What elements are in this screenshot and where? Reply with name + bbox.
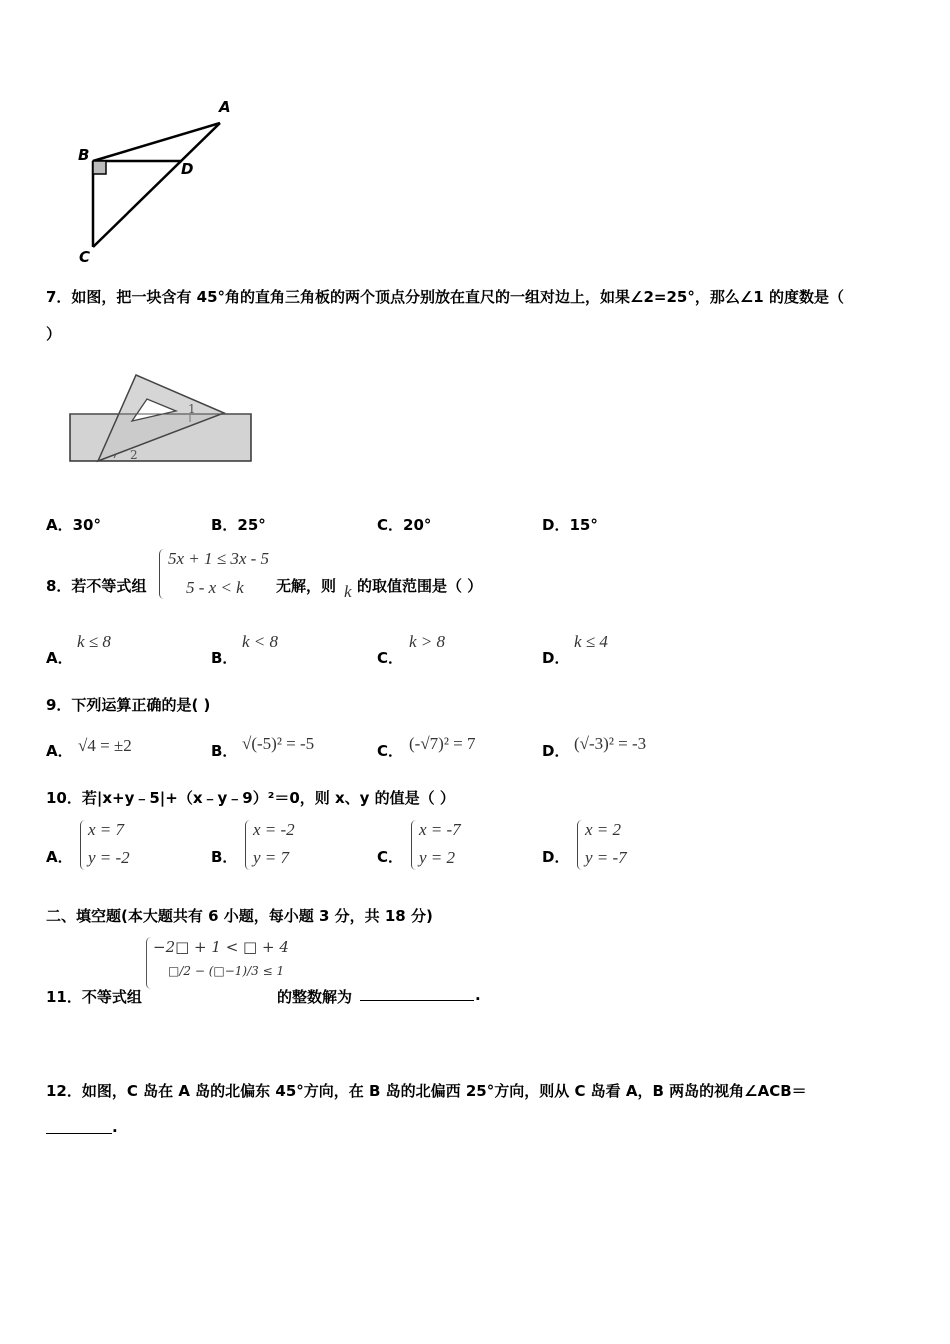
q11-brace — [146, 937, 153, 989]
q10-c-brace — [411, 820, 418, 870]
q8-option-d-letter[interactable]: D． — [542, 649, 570, 667]
question-8-prefix: 8．若不等式组 — [46, 577, 147, 595]
q10-option-d-y[interactable]: y = -7 — [585, 848, 627, 867]
question-11-suffix: 的整数解为 — [277, 988, 353, 1006]
q11-end: . — [475, 986, 481, 1004]
q10-option-a-letter[interactable]: A． — [46, 848, 73, 866]
q10-option-a-y[interactable]: y = -2 — [88, 848, 130, 867]
q9-option-a-letter[interactable]: A． — [46, 742, 73, 760]
q9-option-c-letter[interactable]: C． — [377, 742, 404, 760]
q10-option-b-x[interactable]: x = -2 — [253, 820, 295, 839]
q8-option-d[interactable]: k ≤ 4 — [574, 632, 608, 651]
question-8-mid: 无解，则 — [276, 577, 337, 595]
q8-option-c[interactable]: k > 8 — [409, 632, 446, 651]
q7-option-a[interactable]: A．30° — [46, 516, 101, 534]
question-7-text: 7．如图，把一块含有 45°角的直角三角板的两个顶点分别放在直尺的一组对边上，如果∠2=25°，那么∠1 的度数是（ — [46, 288, 844, 306]
q10-option-d-letter[interactable]: D． — [542, 848, 570, 866]
q8-option-a[interactable]: k ≤ 8 — [77, 632, 111, 651]
q7-option-b[interactable]: B．25° — [211, 516, 266, 534]
q7-option-c[interactable]: C．20° — [377, 516, 432, 534]
q8-option-a-letter[interactable]: A． — [46, 649, 73, 667]
q9-option-a[interactable]: √4 = ±2 — [78, 736, 132, 755]
angle-2-label: 2 — [130, 448, 138, 462]
angle-1-label: 1 — [188, 402, 196, 416]
question-11-prefix: 11．不等式组 — [46, 988, 142, 1006]
q11-equation-1: −2□ + 1 < □ + 4 — [153, 938, 289, 956]
q8-brace — [159, 549, 166, 599]
q9-option-d-letter[interactable]: D． — [542, 742, 570, 760]
q10-option-c-y[interactable]: y = 2 — [419, 848, 456, 867]
label-a: A — [219, 98, 231, 116]
q9-option-b-letter[interactable]: B． — [211, 742, 238, 760]
q10-option-c-x[interactable]: x = -7 — [419, 820, 461, 839]
q10-option-d-x[interactable]: x = 2 — [585, 820, 622, 839]
question-10-text: 10．若|x+y﹣5|+（x﹣y﹣9）²＝0，则 x、y 的值是（ ） — [46, 789, 455, 807]
q10-option-b-letter[interactable]: B． — [211, 848, 238, 866]
q8-option-b[interactable]: k < 8 — [242, 632, 279, 651]
q10-d-brace — [577, 820, 584, 870]
label-d: D — [181, 160, 194, 178]
q9-option-c[interactable]: (-√7)² = 7 — [409, 734, 476, 753]
q12-answer-blank[interactable] — [46, 1133, 112, 1134]
q12-end: . — [112, 1118, 118, 1136]
q8-option-b-letter[interactable]: B． — [211, 649, 238, 667]
q8-equation-1: 5x + 1 ≤ 3x - 5 — [168, 549, 270, 568]
q10-option-a-x[interactable]: x = 7 — [88, 820, 125, 839]
q8-option-c-letter[interactable]: C． — [377, 649, 404, 667]
q10-option-c-letter[interactable]: C． — [377, 848, 404, 866]
q10-b-brace — [245, 820, 252, 870]
label-c: C — [79, 248, 91, 266]
question-8-suffix: 的取值范围是（ ） — [357, 577, 483, 595]
q11-answer-blank[interactable] — [360, 1000, 474, 1001]
q11-equation-2: □/2 − (□−1)/3 ≤ 1 — [168, 964, 285, 978]
question-7-text-end: ） — [46, 325, 62, 343]
q7-option-d[interactable]: D．15° — [542, 516, 598, 534]
q9-option-b[interactable]: √(-5)² = -5 — [242, 734, 315, 753]
q10-option-b-y[interactable]: y = 7 — [253, 848, 290, 867]
triangle-abc-figure — [70, 95, 250, 270]
q8-k: k — [344, 582, 352, 601]
section-2-title: 二、填空题(本大题共有 6 小题，每小题 3 分，共 18 分) — [46, 907, 433, 925]
question-9-text: 9．下列运算正确的是( ) — [46, 696, 211, 714]
ruler-triangle-figure — [68, 370, 258, 470]
q8-equation-2: 5 - x < k — [186, 578, 244, 597]
question-12-text: 12．如图，C 岛在 A 岛的北偏东 45°方向，在 B 岛的北偏西 25°方向，则从 C 岛看 A，B 两岛的视角∠ACB＝ — [46, 1082, 807, 1100]
q9-option-d[interactable]: (√-3)² = -3 — [574, 734, 647, 753]
q10-a-brace — [80, 820, 87, 870]
label-b: B — [78, 146, 90, 164]
